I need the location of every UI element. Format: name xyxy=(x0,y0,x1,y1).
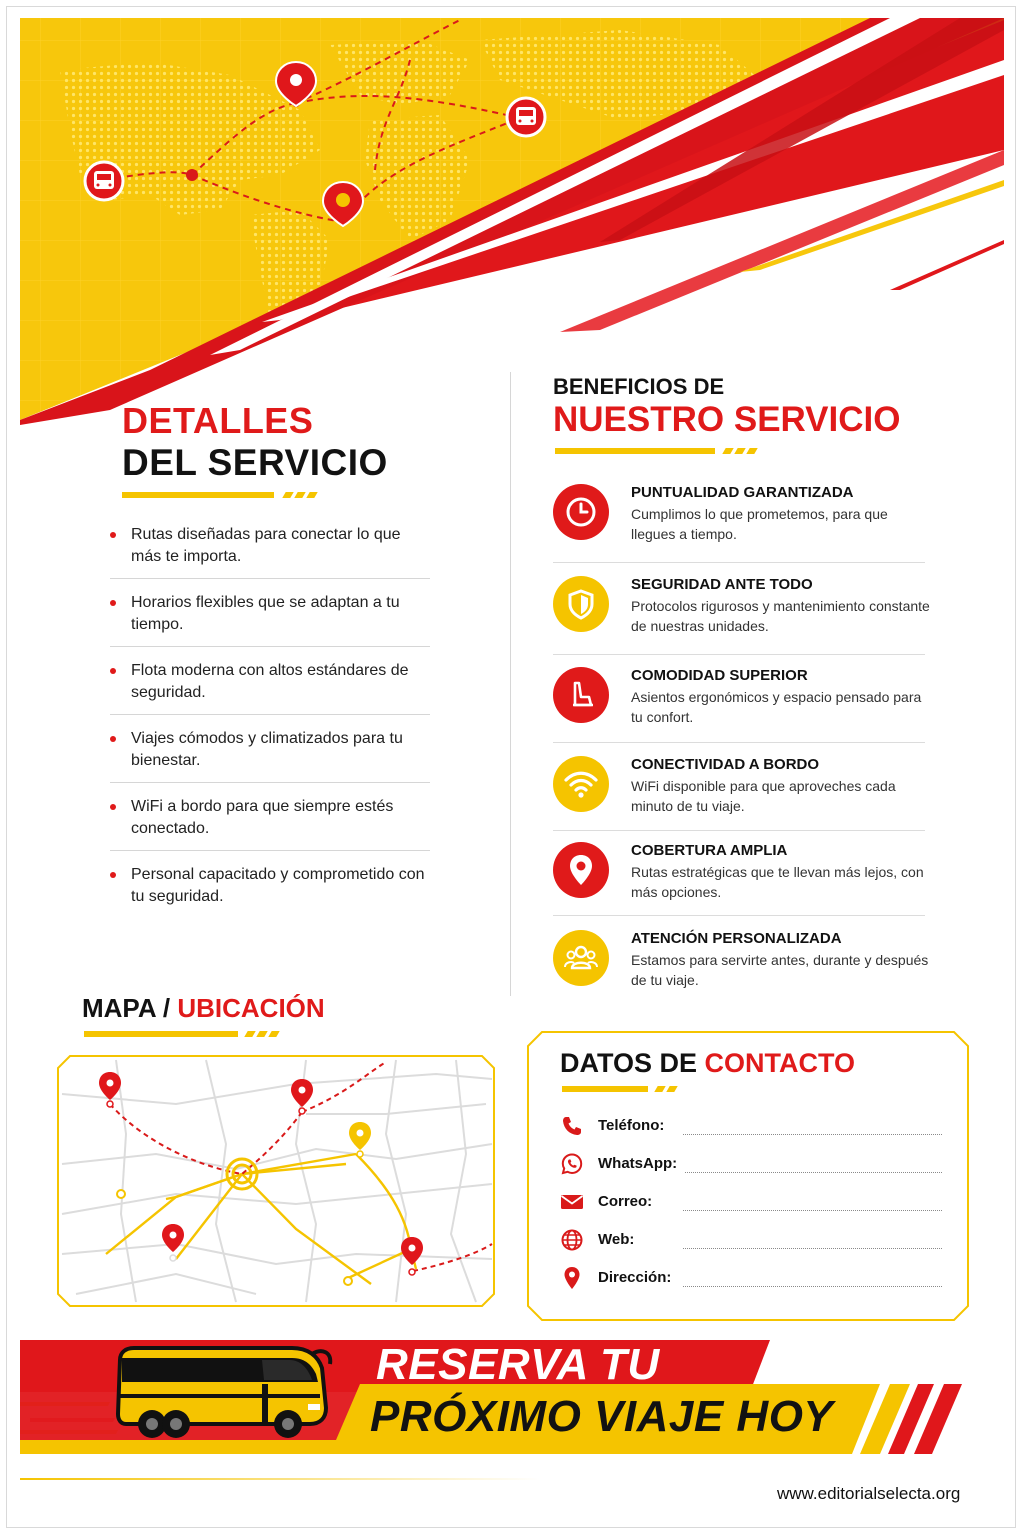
benefit-description: WiFi disponible para que aproveches cada minuto de tu viaje. xyxy=(631,778,896,814)
list-item-text: Horarios flexibles que se adaptan a tu tiempo. xyxy=(131,594,400,633)
list-item-text: WiFi a bordo para que siempre estés conectado. xyxy=(131,798,394,837)
contact-title-red: CONTACTO xyxy=(704,1048,856,1078)
services-title-line2: DEL SERVICIO xyxy=(122,442,388,483)
benefit-description: Protocolos rigurosos y mantenimiento constante de nuestras unidades. xyxy=(631,598,930,634)
contact-label: Teléfono: xyxy=(598,1117,665,1134)
contact-title-black: DATOS DE xyxy=(560,1048,705,1078)
benefit-title: COMODIDAD SUPERIOR xyxy=(631,667,808,684)
benefit-description: Rutas estratégicas que te llevan más lejos, con más opciones. xyxy=(631,864,924,900)
list-item-text: Personal capacitado y comprometido con tu seguridad. xyxy=(131,866,425,905)
services-title-line1: DETALLES xyxy=(122,400,314,441)
list-item-text: Rutas diseñadas para conectar lo que más te importa. xyxy=(131,526,401,565)
list-item-text: Viajes cómodos y climatizados para tu bienestar. xyxy=(131,730,403,769)
benefit-description: Asientos ergonómicos y espacio pensado para tu confort. xyxy=(631,689,922,725)
benefit-title: COBERTURA AMPLIA xyxy=(631,842,788,859)
map-title-red: UBICACIÓN xyxy=(177,993,325,1023)
contact-label: Web: xyxy=(598,1231,635,1248)
cta-line2: PRÓXIMO VIAJE HOY xyxy=(370,1392,834,1441)
benefit-title: PUNTUALIDAD GARANTIZADA xyxy=(631,484,854,501)
footer-url[interactable]: www.editorialselecta.org xyxy=(777,1484,961,1503)
contact-label: Correo: xyxy=(598,1193,653,1210)
benefit-description: Estamos para servirte antes, durante y después de tu viaje. xyxy=(631,952,929,988)
cta-line1: RESERVA TU xyxy=(376,1340,660,1389)
benefit-description: Cumplimos lo que prometemos, para que llegues a tiempo. xyxy=(631,506,888,542)
benefit-title: CONECTIVIDAD A BORDO xyxy=(631,756,820,773)
benefits-title-line2: NUESTRO SERVICIO xyxy=(553,400,901,439)
list-item-text: Flota moderna con altos estándares de seguridad. xyxy=(131,662,409,701)
benefit-title: SEGURIDAD ANTE TODO xyxy=(631,576,813,593)
benefits-title-line1: BENEFICIOS DE xyxy=(553,374,725,399)
page-border xyxy=(6,6,1016,1528)
benefit-title: ATENCIÓN PERSONALIZADA xyxy=(631,930,842,947)
contact-label: Dirección: xyxy=(598,1269,672,1286)
contact-label: WhatsApp: xyxy=(598,1155,678,1172)
map-title-black: MAPA / xyxy=(82,993,178,1023)
